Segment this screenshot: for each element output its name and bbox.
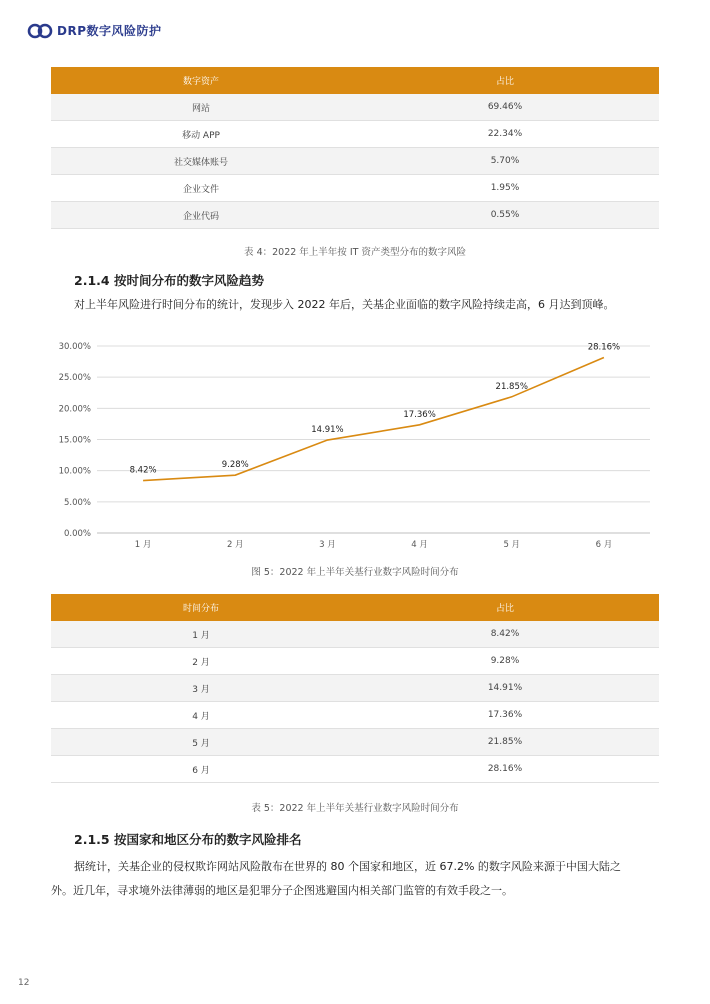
column-header: 时间分布: [51, 594, 351, 621]
table-cell: 2 月: [51, 648, 351, 675]
series-line: [143, 357, 604, 480]
table-cell: 14.91%: [351, 675, 659, 702]
x-tick-label: 6 月: [595, 540, 613, 550]
section-heading-2-1-5: 2.1.5 按国家和地区分布的数字风险排名: [74, 832, 302, 847]
section-paragraph: 对上半年风险进行时间分布的统计，发现步入 2022 年后，关基企业面临的数字风险持续走高，6 月达到顶峰。: [74, 298, 615, 311]
table-row: [51, 756, 659, 783]
column-header: 占比: [351, 67, 659, 94]
data-label: 14.91%: [311, 425, 344, 436]
x-tick-label: 2 月: [226, 540, 244, 550]
y-tick-label: 25.00%: [58, 373, 91, 384]
table-cell: 1.95%: [351, 175, 659, 202]
data-label: 17.36%: [403, 409, 436, 420]
y-tick-label: 15.00%: [58, 435, 91, 446]
section-paragraph-line2: 外。近几年，寻求境外法律薄弱的地区是犯罪分子企图逃避国内相关部门监管的有效手段之一。: [51, 884, 513, 897]
section-heading-2-1-4: 2.1.4 按时间分布的数字风险趋势: [74, 273, 264, 288]
table-cell: 1 月: [51, 621, 351, 648]
table-cell: 5 月: [51, 729, 351, 756]
table-cell: 移动 APP: [51, 121, 351, 148]
table-cell: 企业代码: [51, 202, 351, 229]
table-cell: 0.55%: [351, 202, 659, 229]
table-row: [51, 648, 659, 675]
table-cell: 企业文件: [51, 175, 351, 202]
table-cell: 6 月: [51, 756, 351, 783]
section-paragraph-line1: 据统计，关基企业的侵权欺诈网站风险散布在世界的 80 个国家和地区，近 67.2% 的数字风险来源于中国大陆之: [74, 860, 621, 873]
x-tick-label: 3 月: [319, 540, 336, 550]
page-number: 12: [18, 978, 30, 988]
column-header: 数字资产: [51, 67, 351, 94]
table-cell: 3 月: [51, 675, 351, 702]
table-cell: 社交媒体账号: [51, 148, 351, 175]
figure5-caption: 图 5：2022 年上半年关基行业数字风险时间分布: [251, 567, 459, 578]
table-cell: 8.42%: [351, 621, 659, 648]
x-tick-label: 1 月: [134, 540, 152, 550]
logo-text: DRP数字风险防护: [57, 24, 162, 38]
table-row: [51, 675, 659, 702]
table-cell: 9.28%: [351, 648, 659, 675]
y-tick-label: 0.00%: [63, 529, 91, 539]
table-cell: 5.70%: [351, 148, 659, 175]
table-cell: 69.46%: [351, 94, 659, 121]
table-cell: 网站: [51, 94, 351, 121]
table-row: [51, 729, 659, 756]
table-cell: 21.85%: [351, 729, 659, 756]
table-cell: 17.36%: [351, 702, 659, 729]
data-label: 9.28%: [221, 460, 249, 471]
table-cell: 22.34%: [351, 121, 659, 148]
table-header-row: [51, 594, 659, 621]
y-tick-label: 5.00%: [63, 497, 91, 508]
x-tick-label: 4 月: [411, 540, 428, 550]
table-time-distribution: [51, 594, 659, 783]
data-label: 28.16%: [587, 342, 621, 353]
data-label: 21.85%: [495, 381, 528, 392]
table5-caption: 表 5：2022 年上半年关基行业数字风险时间分布: [251, 803, 459, 814]
x-tick-label: 5 月: [503, 540, 521, 550]
table-cell: 4 月: [51, 702, 351, 729]
table-cell: 28.16%: [351, 756, 659, 783]
table-row: [51, 621, 659, 648]
table4-caption: 表 4：2022 年上半年按 IT 资产类型分布的数字风险: [244, 247, 466, 258]
y-tick-label: 10.00%: [58, 466, 91, 477]
column-header: 占比: [351, 594, 659, 621]
table-row: [51, 702, 659, 729]
data-label: 8.42%: [129, 465, 157, 476]
y-tick-label: 30.00%: [58, 342, 91, 352]
y-tick-label: 20.00%: [58, 404, 91, 415]
